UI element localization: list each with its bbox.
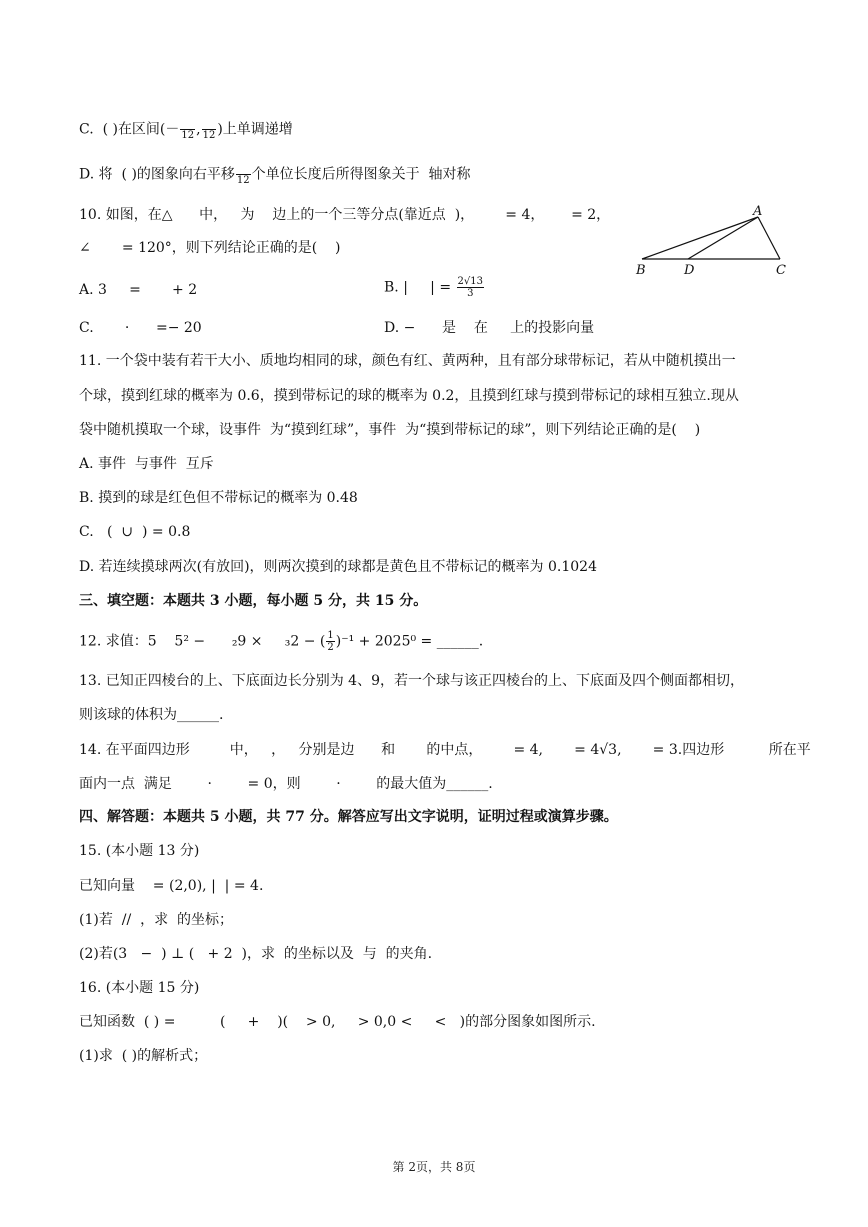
q10-stem-line2: ∠ = 120°，则下列结论正确的是( ) xyxy=(79,240,341,256)
section-3-heading: 三、填空题：本题共 3 小题，每小题 5 分，共 15 分。 xyxy=(79,593,428,609)
q10-option-c: C. · =− 20 xyxy=(79,320,202,336)
q15-part1: (1)若 // ，求 的坐标； xyxy=(79,912,233,928)
q11-stem-line3: 袋中随机摸取一个球，设事件 为“摸到红球”，事件 为“摸到带标记的球”，则下列结论正确的是( ) xyxy=(79,422,701,438)
section-4-heading: 四、解答题：本题共 5 小题，共 77 分。解答应写出文字说明，证明过程或演算步骤。 xyxy=(79,809,618,825)
q11-stem-line2: 个球，摸到红球的概率为 0.6，摸到带标记的球的概率为 0.2，且摸到红球与摸到带标记的球相互独立.现从 xyxy=(79,388,739,404)
q11-option-b: B. 摸到的球是红色但不带标记的概率为 0.48 xyxy=(79,490,358,506)
label-b: B xyxy=(636,263,646,278)
q16-stem: 已知函数 ( ) = ( + )( > 0, > 0,0 < < )的部分图象如图所示. xyxy=(79,1014,596,1030)
fraction: $\frac{2√13}{3}$ xyxy=(457,276,483,299)
q10-option-a: A. 3 = + 2 xyxy=(79,282,198,298)
q15-stem: 已知向量 = (2,0), | | = 4. xyxy=(79,878,264,894)
q10-stem-line1: 10. 如图，在△ 中， 为 边上的一个三等分点(靠近点 )， = 4， = 2， xyxy=(79,207,611,223)
q16-part1: (1)求 ( )的解析式； xyxy=(79,1048,208,1064)
q10-option-b: B. | | = $\frac{2√13}{3}$ xyxy=(384,276,483,299)
q11-option-d: D. 若连续摸球两次(有放回)，则两次摸到的球都是黄色且不带标记的概率为 0.1024 xyxy=(79,559,597,575)
q15-part2: (2)若(3 − ) ⊥ ( + 2 )，求 的坐标以及 与 的夹角. xyxy=(79,946,433,962)
fraction: $\frac{1}{2}$ xyxy=(327,630,334,653)
q11-option-a: A. 事件 与事件 互斥 xyxy=(79,456,214,472)
q10-option-d: D. − 是 在 上的投影向量 xyxy=(384,320,595,336)
q11-option-c: C. ( ∪ ) = 0.8 xyxy=(79,524,191,540)
label-d: D xyxy=(684,263,695,278)
fraction: 12 xyxy=(180,118,195,141)
q14-line1: 14. 在平面四边形 中， ， 分别是边 和 的中点， = 4, = 4√3, = 3.四边形 所在平 xyxy=(79,742,811,758)
q13-line2: 则该球的体积为______. xyxy=(79,707,224,723)
q16-heading: 16. (本小题 15 分) xyxy=(79,980,200,996)
q12-line: 12. 求值：5 5² − ₂9 × ₃2 − ( $\frac{1}{2}$ )⁻¹ + 2025⁰ = ______. xyxy=(79,630,484,653)
label-c: C xyxy=(776,263,786,278)
q9-option-c: C. ( )在区间(－ 12 , 12 )上单调递增 xyxy=(79,118,293,141)
triangle-figure xyxy=(632,200,792,280)
q15-heading: 15. (本小题 13 分) xyxy=(79,843,200,859)
fraction: 12 xyxy=(236,163,251,186)
segment-ab xyxy=(642,217,758,259)
q13-line1: 13. 已知正四棱台的上、下底面边长分别为 4、9，若一个球与该正四棱台的上、下底面及四个侧面都相切， xyxy=(79,673,744,689)
q14-line2: 面内一点 满足 · = 0，则 · 的最大值为______. xyxy=(79,776,493,792)
fraction: 12 xyxy=(202,118,217,141)
q11-stem-line1: 11. 一个袋中装有若干大小、质地均相同的球，颜色有红、黄两种，且有部分球带标记，若从中随机摸出一 xyxy=(79,353,736,369)
q9-option-d: D. 将 ( )的图象向右平移 12 个单位长度后所得图象关于 轴对称 xyxy=(79,163,471,186)
segment-ac xyxy=(758,217,780,259)
label-a: A xyxy=(753,204,763,219)
page-footer: 第 2页，共 8页 xyxy=(392,1160,476,1174)
